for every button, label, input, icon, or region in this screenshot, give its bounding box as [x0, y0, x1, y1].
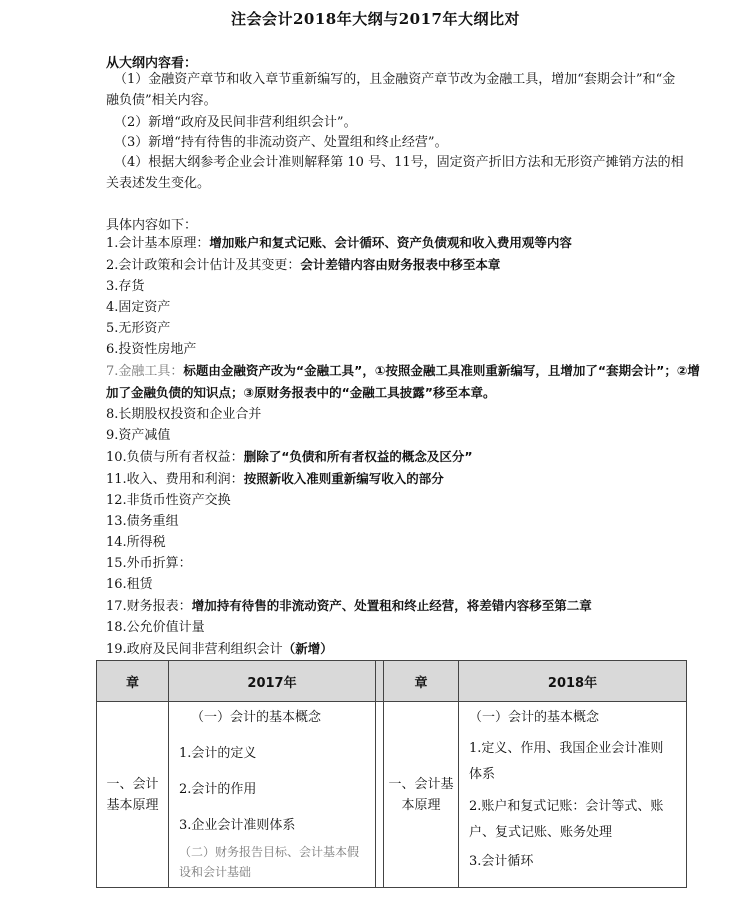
- content-line: （一）会计的基本概念: [191, 710, 322, 725]
- chapter-cell-2017: 一、会计基本原理: [97, 702, 169, 888]
- list-item: 15.外币折算：: [106, 556, 192, 571]
- chapter-cell-2018: 一、会计基本原理: [384, 702, 459, 888]
- list-item: 13.债务重组: [106, 514, 179, 529]
- header-2018: 2018年: [459, 661, 687, 702]
- content-line: 3.企业会计准则体系: [179, 818, 296, 833]
- outline-heading: 从大纲内容看：: [106, 56, 198, 71]
- list-item: 12.非货币性资产交换: [106, 493, 231, 508]
- column-gap: [376, 661, 384, 702]
- content-line: 2.账户和复式记账：会计等式、账户、复式记账、账务处理: [469, 799, 664, 840]
- detail-heading: 具体内容如下：: [106, 218, 198, 233]
- list-item: 18.公允价值计量: [106, 620, 205, 635]
- list-item: 11.收入、费用和利润：按照新收入准则重新编写收入的部分: [106, 471, 444, 487]
- header-2017: 2017年: [169, 661, 376, 702]
- list-item: 9.资产减值: [106, 428, 171, 443]
- content-cell-2017: [169, 702, 376, 888]
- header-chapter-2017: 章: [97, 661, 169, 702]
- content-line: 3.会计循环: [469, 854, 534, 869]
- table-header-row: [97, 661, 687, 702]
- comparison-table: [96, 660, 687, 888]
- list-item: 17.财务报表：增加持有待售的非流动资产、处置租和终止经营，将差错内容移至第二章: [106, 598, 592, 614]
- content-line: （二）财务报告目标、会计基本假设和会计基础: [179, 845, 360, 879]
- outline-paragraph-4: （4）根据大纲参考企业会计准则解释第 10 号、11号，固定资产折旧方法和无形资产摊销方法的相关表述发生变化。: [106, 155, 684, 191]
- outline-paragraph-3: （3）新增“持有待售的非流动资产、处置组和终止经营”。: [114, 135, 448, 150]
- content-line: 2.会计的作用: [179, 782, 257, 797]
- content-line: 1.会计的定义: [179, 746, 257, 761]
- list-item: 2.会计政策和会计估计及其变更：会计差错内容由财务报表中移至本章: [106, 257, 501, 273]
- list-item: 14.所得税: [106, 535, 166, 550]
- list-item: 4.固定资产: [106, 300, 171, 315]
- table-row: [97, 702, 687, 888]
- document-title: 注会会计2018年大纲与2017年大纲比对: [231, 10, 520, 28]
- header-chapter-2018: 章: [384, 661, 459, 702]
- list-item: 7.金融工具：标题由金融资产改为“金融工具”，①按照金融工具准则重新编写，且增加了“套期会计”；②增加了金融负债的知识点；③原财务报表中的“金融工具披露”移至本章。: [106, 363, 700, 400]
- outline-paragraph-1: （1）金融资产章节和收入章节重新编写的，且金融资产章节改为金融工具，增加“套期会计”和“金融负债”相关内容。: [106, 72, 676, 108]
- list-item: 8.长期股权投资和企业合并: [106, 407, 262, 422]
- content-cell-2018: [459, 702, 687, 888]
- content-line: （一）会计的基本概念: [469, 710, 600, 725]
- list-item: 6.投资性房地产: [106, 342, 197, 357]
- list-item: 5.无形资产: [106, 321, 171, 336]
- column-gap: [376, 702, 384, 888]
- list-item: 19.政府及民间非营利组织会计（新增）: [106, 641, 333, 657]
- list-item: 1.会计基本原理：增加账户和复式记账、会计循环、资产负债观和收入费用观等内容: [106, 235, 572, 251]
- chapter-list: [106, 232, 706, 660]
- list-item: 10.负债与所有者权益：删除了“负债和所有者权益的概念及区分”: [106, 449, 473, 465]
- outline-paragraph-2: （2）新增“政府及民间非营利组织会计”。: [114, 115, 357, 130]
- list-item: 3.存货: [106, 279, 145, 294]
- content-line: 1.定义、作用、我国企业会计准则体系: [469, 741, 664, 782]
- list-item: 16.租赁: [106, 577, 153, 592]
